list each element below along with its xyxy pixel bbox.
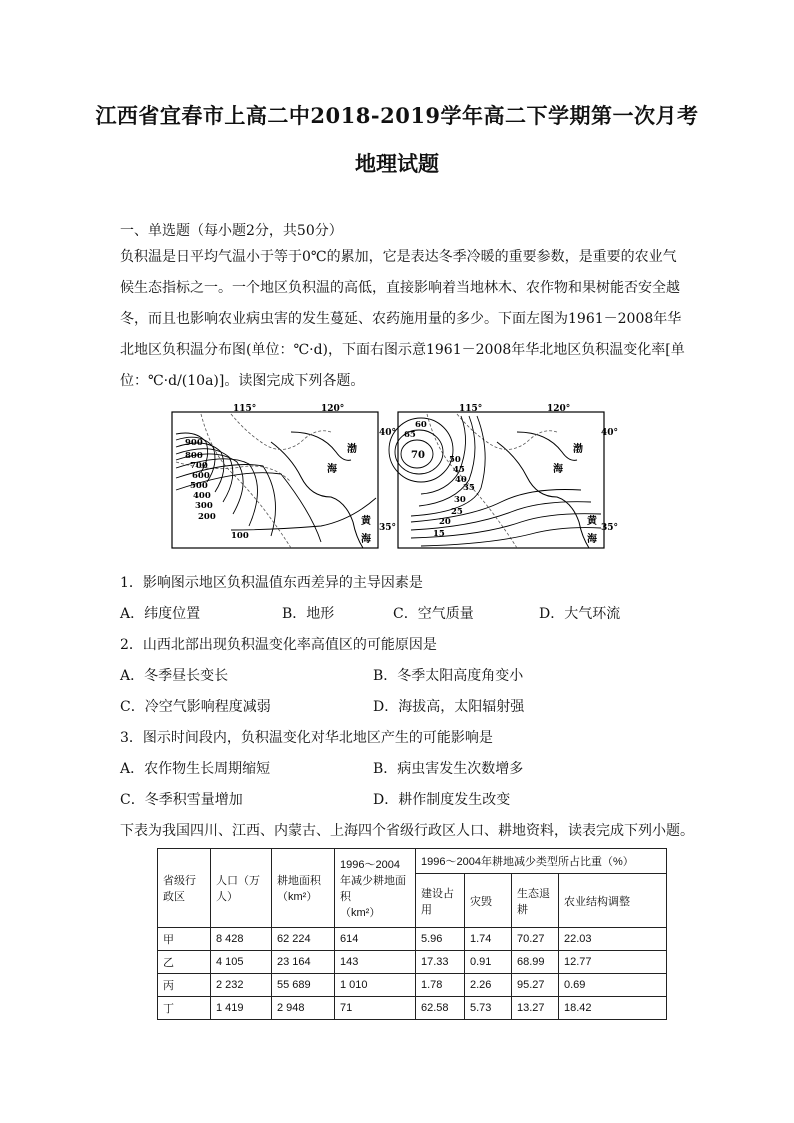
maps-figure	[171, 402, 619, 552]
header-type-construction: 建设占用	[416, 874, 465, 928]
right-contour-65: 65	[404, 430, 416, 440]
cell: 143	[335, 951, 416, 974]
left-contour-400: 400	[193, 491, 211, 501]
left-lon-120: 120°	[321, 404, 345, 414]
cell: 614	[335, 928, 416, 951]
right-sea-huang: 黄	[587, 516, 597, 527]
intro-line-2: 候生态指标之一。一个地区负积温的高低，直接影响着当地林木、农作物和果树能否安全越	[120, 280, 680, 296]
cell: 18.42	[559, 997, 667, 1020]
cell: 4 105	[211, 951, 272, 974]
q2-option-a[interactable]: A．冬季昼长变长	[120, 668, 229, 684]
cell: 95.27	[512, 974, 559, 997]
header-type-ecological: 生态退耕	[512, 874, 559, 928]
cell: 丁	[158, 997, 211, 1020]
right-contour-50: 50	[449, 455, 461, 465]
cell: 乙	[158, 951, 211, 974]
question-2-stem: 2．山西北部出现负积温变化率高值区的可能原因是	[120, 637, 437, 653]
left-lon-115: 115°	[233, 404, 257, 414]
right-contour-25: 25	[451, 507, 463, 517]
document-subtitle: 地理试题	[355, 151, 439, 176]
left-lat-40: 40°	[379, 428, 397, 438]
cell: 2.26	[465, 974, 512, 997]
left-map	[172, 404, 396, 548]
right-sea-hai1: 海	[553, 464, 563, 475]
right-contour-70: 70	[411, 450, 425, 461]
header-type-structure: 农业结构调整	[559, 874, 667, 928]
left-contour-900: 900	[185, 438, 203, 448]
right-contour-60: 60	[415, 420, 427, 430]
table-intro: 下表为我国四川、江西、内蒙古、上海四个省级行政区人口、耕地资料，读表完成下列小题。	[120, 823, 694, 839]
cell: 1 419	[211, 997, 272, 1020]
left-contour-600: 600	[192, 471, 210, 481]
left-contour-300: 300	[195, 501, 213, 511]
header-region: 省级行政区	[158, 849, 211, 928]
question-3-stem: 3．图示时间段内，负积温变化对华北地区产生的可能影响是	[120, 730, 493, 746]
cell: 1.74	[465, 928, 512, 951]
cell: 0.91	[465, 951, 512, 974]
cell: 62.58	[416, 997, 465, 1020]
cell: 1 010	[335, 974, 416, 997]
section-heading: 一、单选题（每小题2分，共50分）	[120, 223, 343, 239]
cell: 12.77	[559, 951, 667, 974]
cell: 13.27	[512, 997, 559, 1020]
right-lat-35: 35°	[601, 523, 619, 533]
right-lat-40: 40°	[601, 428, 619, 438]
right-contour-40: 40	[455, 475, 467, 485]
right-sea-bo: 渤	[573, 444, 583, 455]
cell: 22.03	[559, 928, 667, 951]
intro-line-5: 位：℃·d/(10a)]。读图完成下列各题。	[120, 373, 365, 389]
left-sea-hai1: 海	[327, 464, 337, 475]
q3-option-d[interactable]: D．耕作制度发生改变	[373, 792, 511, 808]
left-sea-huang: 黄	[361, 516, 371, 527]
header-farmland-label: 耕地面积	[277, 875, 321, 887]
left-lat-35: 35°	[379, 523, 397, 533]
cell: 68.99	[512, 951, 559, 974]
q1-option-d[interactable]: D．大气环流	[539, 606, 621, 622]
left-contour-700: 700	[190, 461, 208, 471]
header-reduced-label: 1996～2004年减少耕地面积	[340, 859, 406, 903]
cell: 甲	[158, 928, 211, 951]
cell: 17.33	[416, 951, 465, 974]
header-type-group: 1996～2004年耕地减少类型所占比重（%）	[416, 849, 667, 874]
right-contour-30: 30	[454, 495, 466, 505]
table-row	[158, 928, 667, 951]
q2-option-b[interactable]: B．冬季太阳高度角变小	[373, 668, 524, 684]
right-map	[389, 404, 618, 548]
q2-option-c[interactable]: C．冷空气影响程度减弱	[120, 699, 271, 715]
right-contour-35: 35	[463, 483, 475, 493]
right-lon-115: 115°	[459, 404, 483, 414]
cell: 23 164	[272, 951, 335, 974]
cell: 62 224	[272, 928, 335, 951]
header-population: 人口（万人）	[211, 849, 272, 928]
header-reduced	[335, 849, 416, 928]
left-sea-hai2: 海	[361, 534, 371, 545]
right-lon-120: 120°	[547, 404, 571, 414]
cell: 55 689	[272, 974, 335, 997]
right-sea-hai2: 海	[587, 534, 597, 545]
q3-option-c[interactable]: C．冬季积雪量增加	[120, 792, 243, 808]
question-1-stem: 1．影响图示地区负积温值东西差异的主导因素是	[120, 575, 423, 591]
cell: 2 948	[272, 997, 335, 1020]
table-row	[158, 974, 667, 997]
right-contour-20: 20	[439, 517, 451, 527]
right-contour-45: 45	[453, 465, 465, 475]
q2-option-d[interactable]: D．海拔高，太阳辐射强	[373, 699, 525, 715]
document-title: 江西省宜春市上高二中2018-2019学年高二下学期第一次月考	[95, 103, 699, 128]
intro-line-1: 负积温是日平均气温小于等于0℃的累加，它是表达冬季冷暖的重要参数，是重要的农业气	[120, 249, 677, 265]
right-contour-15: 15	[433, 529, 445, 539]
cell: 5.96	[416, 928, 465, 951]
cell: 丙	[158, 974, 211, 997]
left-sea-bo: 渤	[347, 444, 357, 455]
q1-option-c[interactable]: C．空气质量	[393, 606, 474, 622]
intro-line-3: 冬，而且也影响农业病虫害的发生蔓延、农药施用量的多少。下面左图为1961－2008年华	[120, 311, 682, 327]
header-farmland-unit: （km²）	[277, 891, 318, 903]
header-reduced-unit: （km²）	[340, 907, 381, 919]
header-type-disaster: 灾毁	[465, 874, 512, 928]
cell: 5.73	[465, 997, 512, 1020]
data-table	[157, 848, 667, 1020]
q1-option-b[interactable]: B．地形	[282, 606, 335, 622]
q1-option-a[interactable]: A．纬度位置	[120, 606, 201, 622]
cell: 2 232	[211, 974, 272, 997]
header-farmland	[272, 849, 335, 928]
left-contour-100: 100	[231, 531, 249, 541]
cell: 1.78	[416, 974, 465, 997]
table-row	[158, 951, 667, 974]
q3-option-b[interactable]: B．病虫害发生次数增多	[373, 761, 524, 777]
q3-option-a[interactable]: A．农作物生长周期缩短	[120, 761, 271, 777]
cell: 0.69	[559, 974, 667, 997]
cell: 70.27	[512, 928, 559, 951]
intro-line-4: 北地区负积温分布图(单位：℃·d)，下面右图示意1961－2008年华北地区负积温变化率[单	[120, 342, 685, 358]
left-contour-800: 800	[185, 451, 203, 461]
cell: 8 428	[211, 928, 272, 951]
left-contour-500: 500	[190, 481, 208, 491]
left-contour-200: 200	[198, 512, 216, 522]
cell: 71	[335, 997, 416, 1020]
table-row	[158, 997, 667, 1020]
